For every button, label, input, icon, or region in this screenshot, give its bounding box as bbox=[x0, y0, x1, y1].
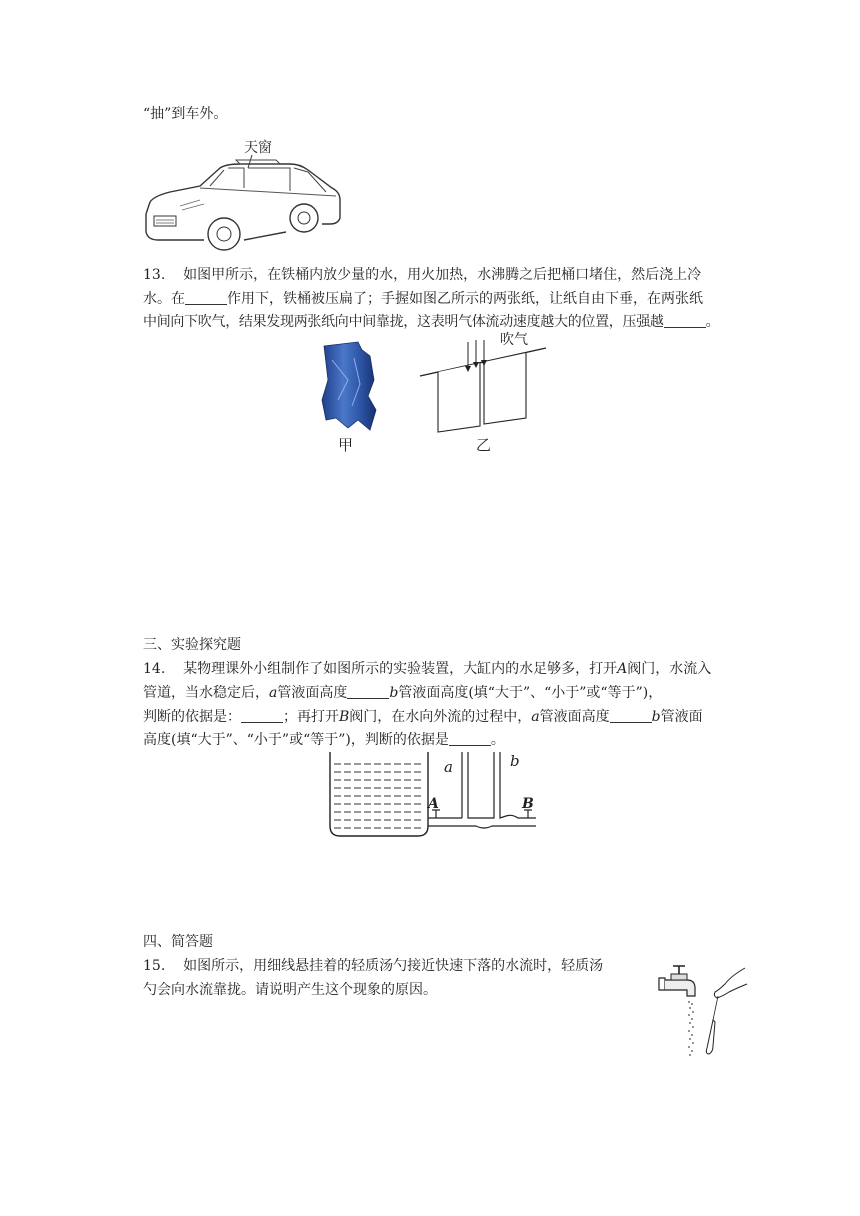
section-3-title: 三、实验探究题 bbox=[143, 637, 241, 653]
answer-blank[interactable] bbox=[610, 708, 652, 723]
label-jia: 甲 bbox=[338, 436, 354, 454]
label-yi: 乙 bbox=[476, 436, 492, 454]
fig-label-a: a bbox=[444, 758, 453, 776]
fig-label-b: b bbox=[510, 752, 520, 770]
two-papers-figure bbox=[416, 330, 556, 455]
q13-number: 13. bbox=[143, 267, 166, 283]
answer-blank[interactable] bbox=[185, 290, 227, 305]
q12-tail-text: “抽”到车外。 bbox=[143, 106, 228, 122]
section-4-title: 四、简答题 bbox=[143, 934, 213, 950]
q14-line4: 高度(填“大于”、“小于”或“等于”)，判断的依据是 。 bbox=[143, 732, 505, 748]
q15-line2: 勺会向水流靠拢。请说明产生这个现象的原因。 bbox=[143, 982, 437, 998]
answer-blank[interactable] bbox=[449, 731, 491, 746]
label-blow: 吹气 bbox=[500, 332, 528, 348]
crushed-can-figure bbox=[318, 340, 378, 455]
q15-number: 15. bbox=[143, 958, 166, 974]
q13-line1: 13. 如图甲所示，在铁桶内放少量的水，用火加热，水沸腾之后把桶口堵住，然后浇上冷 bbox=[143, 267, 702, 283]
sunroof-label: 天窗 bbox=[244, 140, 272, 156]
car-sunroof-figure bbox=[140, 136, 350, 251]
tank-tubes-figure bbox=[326, 748, 538, 840]
q14-line2: 管道，当水稳定后，a管液面高度 b管液面高度(填“大于”、“小于”或“等于”)， bbox=[143, 685, 663, 701]
faucet-spoon-figure bbox=[655, 962, 751, 1062]
fig-label-A: A bbox=[428, 796, 439, 812]
q14-line1: 14. 某物理课外小组制作了如图所示的实验装置，大缸内的水足够多，打开A阀门，水流入 bbox=[143, 661, 712, 677]
answer-blank[interactable] bbox=[241, 708, 283, 723]
q13-line2: 水。在 作用下，铁桶被压扁了；手握如图乙所示的两张纸，让纸自由下垂，在两张纸 bbox=[143, 291, 703, 307]
answer-blank[interactable] bbox=[664, 313, 706, 328]
q15-line1: 15. 如图所示，用细线悬挂着的轻质汤勺接近快速下落的水流时，轻质汤 bbox=[143, 958, 604, 974]
answer-blank[interactable] bbox=[347, 684, 389, 699]
q13-line3: 中间向下吹气，结果发现两张纸向中间靠拢，这表明气体流动速度越大的位置，压强越 。 bbox=[143, 314, 720, 330]
q14-number: 14. bbox=[143, 661, 166, 677]
q14-line3: 判断的依据是： ；再打开B阀门，在水向外流的过程中，a管液面高度 b管液面 bbox=[143, 709, 703, 725]
fig-label-B: B bbox=[522, 796, 534, 812]
